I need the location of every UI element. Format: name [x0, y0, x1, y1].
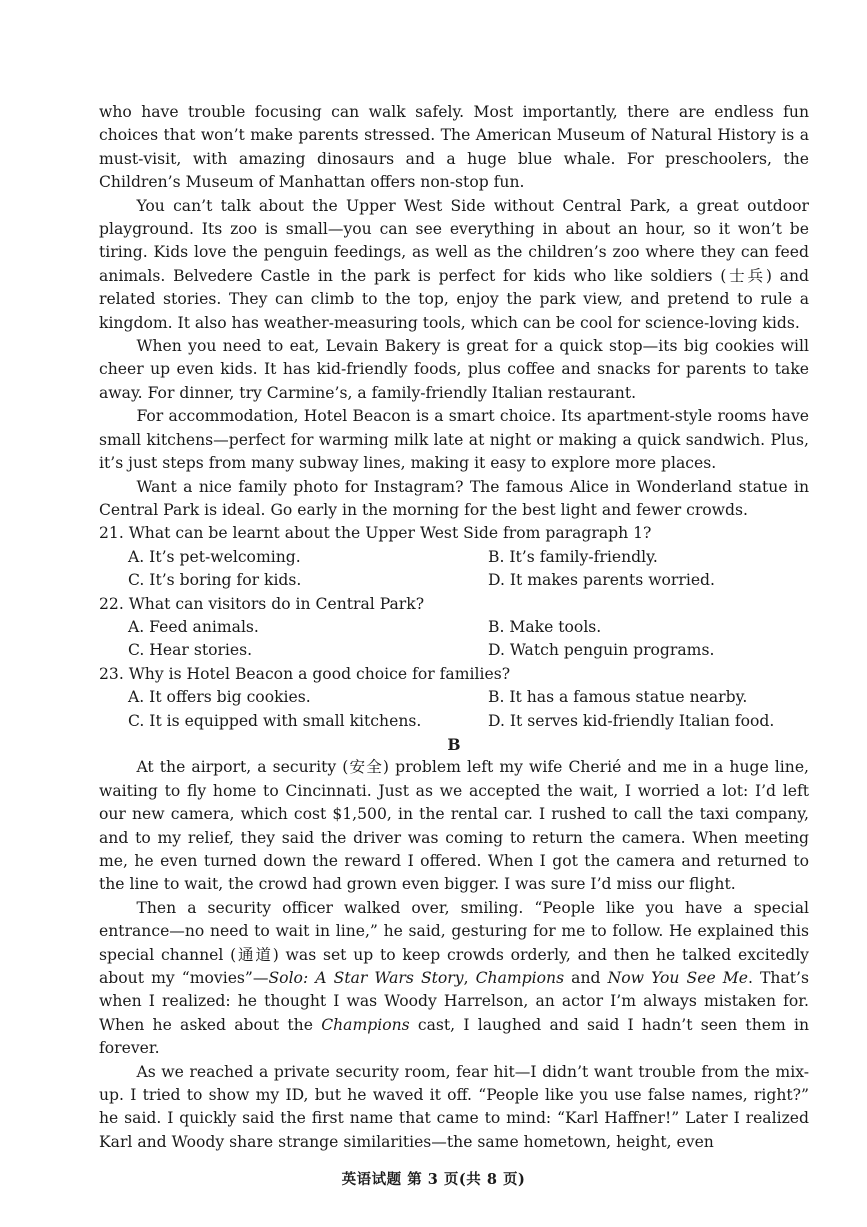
passage-b-paragraph-1: At the airport, a security (安全) problem left my wife Cherié and me in a huge line, waiting to fly home to Cincinnati. Just as we accepted the wait, I worried a lot: I’d left our new camera, which cost $1,500, in the rental car. I rushed to call the taxi company, and to my relief, they said the driver was coming to return the camera. When meeting me, he even turned down the reward I offered. When I got the camera and returned to the line to wait, the crowd had grown even bigger. I was sure I’d miss our flight. — [99, 758, 809, 894]
passage-b-text: Then a security officer walked over, smiling. “People like you have a special entrance—no need to wait in line,” he said, gesturing for me to follow. He explained this special channel (通道) was set up to keep crowds orderly, and then he talked excitedly about my “movies”— — [99, 898, 809, 988]
answer-options — [99, 616, 809, 663]
passage-a-paragraph-2: You can’t talk about the Upper West Side without Central Park, a great outdoor playground. Its zoo is small—you can see everything in about an hour, so it won’t be tiring. Kids love the penguin feedings, as well as the children’s zoo where they can feed animals. Belvedere Castle in the park is perfect for kids who like soldiers (士兵) and related stories. They can climb to the top, enjoy the park view, and pretend to rule a kingdom. It also has weather-measuring tools, which can be cool for science-loving kids. — [99, 196, 809, 332]
passage-a-paragraph-1: who have trouble focusing can walk safely. Most importantly, there are endless fun choices that won’t make parents stressed. The American Museum of Natural History is a must-visit, with amazing dinosaurs and a huge blue whale. For preschoolers, the Children’s Museum of Manhattan offers non-stop fun. — [99, 103, 809, 192]
option-a: A. It’s pet-welcoming. — [128, 547, 301, 566]
option-b: B. It’s family-friendly. — [488, 547, 658, 566]
question-22 — [99, 593, 809, 663]
passage-b-text: cast, I laughed and said I hadn’t seen them in forever. — [99, 1015, 810, 1058]
option-b: B. Make tools. — [488, 617, 602, 636]
passage-b-text: . That’s when I realized: he thought I was Woody Harrelson, an actor I’m always mistaken for. When he asked about the — [99, 969, 809, 1034]
option-c: C. It’s boring for kids. — [128, 571, 302, 590]
question-stem: 22. What can visitors do in Central Park? — [99, 594, 425, 613]
option-a: A. It offers big cookies. — [128, 688, 311, 707]
movie-title: Champions — [475, 969, 565, 988]
option-d: D. Watch penguin programs. — [488, 641, 715, 660]
page-footer: 英语试题 第 3 页(共 8 页) — [341, 1171, 526, 1188]
question-21 — [99, 522, 809, 592]
option-a: A. Feed animals. — [128, 617, 259, 636]
question-stem: 23. Why is Hotel Beacon a good choice for families? — [99, 664, 511, 683]
passage-a-paragraph-5: Want a nice family photo for Instagram? The famous Alice in Wonderland statue in Central Park is ideal. Go early in the morning for the best light and fewer crowds. — [99, 477, 809, 519]
movie-title: Now You See Me — [607, 969, 748, 988]
movie-title: Champions — [321, 1015, 410, 1034]
page-text — [99, 101, 809, 1154]
option-d: D. It serves kid-friendly Italian food. — [488, 711, 775, 730]
question-stem: 21. What can be learnt about the Upper West Side from paragraph 1? — [99, 524, 652, 543]
separator: and — [564, 969, 608, 988]
answer-options — [99, 686, 809, 733]
option-d: D. It makes parents worried. — [488, 571, 715, 590]
question-23 — [99, 663, 809, 733]
passage-a-paragraph-3: When you need to eat, Levain Bakery is great for a quick stop—its big cookies will cheer up even kids. It has kid-friendly foods, plus coffee and snacks for parents to take away. For dinner, try Carmine’s, a family-friendly Italian restaurant. — [99, 337, 809, 402]
passage-b-paragraph-3: As we reached a private security room, fear hit—I didn’t want trouble from the mix-up. I tried to show my ID, but he waved it off. “People like you use false names, right?” he said. I quickly said the first name that came to mind: “Karl Haffner!” Later I realized Karl and Woody share strange similarities—the same hometown, height, even — [99, 1062, 809, 1151]
passage-a-paragraph-4: For accommodation, Hotel Beacon is a smart choice. Its apartment-style rooms have small kitchens—perfect for warming milk late at night or making a quick sandwich. Plus, it’s just steps from many subway lines, making it easy to explore more places. — [99, 407, 809, 473]
movie-title: Solo: A Star Wars Story — [268, 969, 464, 988]
option-c: C. Hear stories. — [128, 641, 253, 660]
option-c: C. It is equipped with small kitchens. — [128, 711, 422, 730]
answer-options — [99, 546, 809, 593]
option-b: B. It has a famous statue nearby. — [488, 688, 748, 707]
separator: , — [463, 969, 476, 988]
section-b-title: B — [447, 734, 461, 754]
passage-b-paragraph-2 — [99, 897, 809, 1061]
